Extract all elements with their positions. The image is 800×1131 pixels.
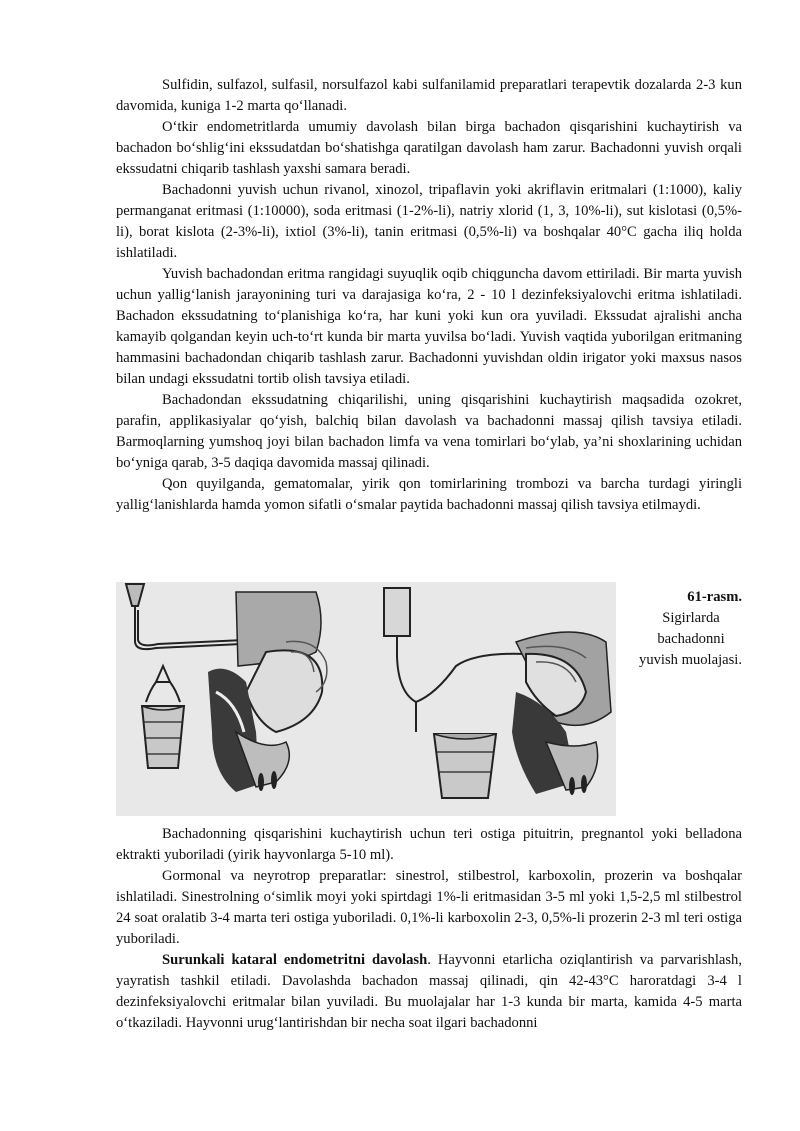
caption-line: yuvish muolajasi. <box>639 652 742 668</box>
paragraph: Gormonal va neyrotrop preparatlar: sinestrol, stilbestrol, karboxolin, prozerin va boshqalar ishlatiladi. Sinestrolning o‘simlik moyi yoki spirtdagi 1%-li eritmasidan 3-5 ml yoki 1,5-2,5 ml stilbestrol 24 soat oralatib 3-4 marta teri ostiga yuboriladi. 0,1%-li karboxolin 2-3, 0,5%-li prozerin 2-3 ml teri ostiga yuboriladi. <box>116 868 742 947</box>
cow-uterus-lavage-illustration <box>116 582 616 816</box>
paragraph: Sulfidin, sulfazol, sulfasil, norsulfazol kabi sulfanilamid preparatlari terapevtik dozalarda 2-3 kun davomida, kuniga 1-2 marta qo‘llanadi. <box>116 77 742 114</box>
paragraph: Qon quyilganda, gematomalar, yirik qon tomirlarining trombozi va barcha turdagi yiringli yallig‘lanishlarda hamda yomon sifatli o‘smalar paytida bachadonni massaj qilish tavsiya etilmaydi. <box>116 476 742 513</box>
paragraph: Bachadonni yuvish uchun rivanol, xinozol, tripaflavin yoki akriflavin eritmalari (1:1000), kaliy permanganat eritmasi (1:10000), soda eritmasi (1-2%-li), natriy xlorid (1, 3, 10%-li), sut kislotasi (0,5%-li), borat kislota (2-3%-li), ixtiol (3%-li), tanin eritmasi (0,5%-li) va boshqalar 40°C gacha iliq holda ishlatiladi. <box>116 182 742 261</box>
section-heading: Surunkali kataral endometritni davolash <box>162 952 428 968</box>
top-text-block <box>116 75 742 516</box>
figure-caption <box>622 587 742 671</box>
figure-number: 61-rasm. <box>687 589 742 605</box>
paragraph: O‘tkir endometritlarda umumiy davolash bilan birga bachadon qisqarishini kuchaytirish va bachadon bo‘shlig‘ini ekssudatdan bo‘shatishga qaratilgan davolash ham zarur. Bachadonni yuvish orqali ekssudatni chiqarib tashlash yaxshi samara beradi. <box>116 119 742 177</box>
paragraph: Yuvish bachadondan eritma rangidagi suyuqlik oqib chiqguncha davom ettiriladi. Bir marta yuvish uchun yallig‘lanish jarayonining turi va darajasiga ko‘ra, 2 - 10 l dezinfeksiyalovchi eritma ishlatiladi. Bachadon ekssudatning to‘planishiga ko‘ra, har kuni yoki kun ora yuviladi. Ekssudat ajralishi ancha kamayib qolgandan keyin uch-to‘rt kunda bir marta yuvilsa bo‘ladi. Yuvish vaqtida yuborilgan eritmaning hammasini bachadondan chiqarib tashlash zarur. Bachadonni yuvishdan oldin irigator yoki maxsus nasos bilan undagi ekssudatni tortib olish tavsiya etiladi. <box>116 266 742 387</box>
paragraph-text: . Hayvonni etarlicha oziqlantirish va parvarishlash, yayratish tashkil etiladi. Davolashda bachadon massaj qilinadi, qin 42-43°C haroratdagi 3-4 l dezinfeksiyalovchi eritmalar bilan yuviladi. Bu muolajalar har 1-3 kunda bir marta, kamida 4-5 marta o‘tkaziladi. Hayvonni urug‘lantirishdan bir necha soat ilgari bachadonni <box>116 952 742 1031</box>
caption-line: bachadonni <box>657 631 725 647</box>
bottom-text-block <box>116 824 742 1034</box>
paragraph: Bachadonning qisqarishini kuchaytirish uchun teri ostiga pituitrin, pregnantol yoki belladona ektrakti yuboriladi (yirik hayvonlarga 5-10 ml). <box>116 826 742 863</box>
paragraph: Bachadondan ekssudatning chiqarilishi, uning qisqarishini kuchaytirish maqsadida ozokret, parafin, applikasiyalar qo‘yish, balchiq bilan davolash va bachadonni massaj qilish tavsiya etiladi. Barmoqlarning yumshoq joyi bilan bachadon limfa va vena tomirlari bo‘ylab, ya’ni shoxlarining uchidan bo‘yniga qarab, 3-5 daqiqa davomida massaj qilinadi. <box>116 392 742 471</box>
caption-line: Sigirlarda <box>662 610 720 626</box>
paragraph <box>116 950 742 1034</box>
